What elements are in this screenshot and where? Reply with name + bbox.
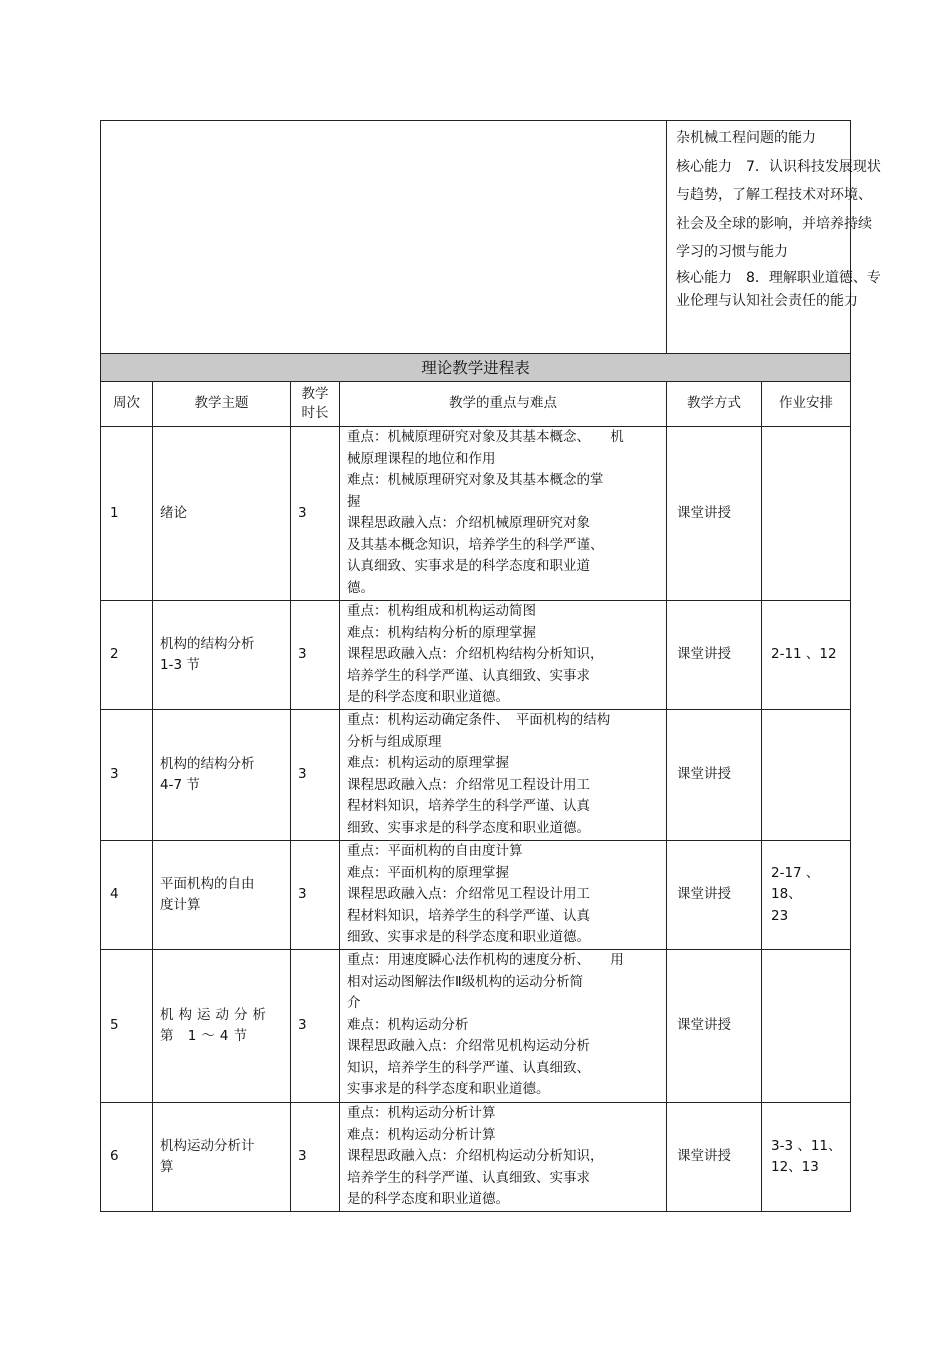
focus-line: 难点：机构结构分析的原理掌握: [347, 624, 536, 641]
header-method: 教学方式: [667, 382, 762, 427]
top-block-text-cell: [667, 121, 881, 354]
homework-cell: [762, 950, 851, 1103]
homework-cell: [762, 841, 851, 950]
focus-line: 及其基本概念知识，培养学生的科学严谨、: [347, 536, 604, 553]
focus-line: 握: [347, 493, 361, 510]
focus-cell: [340, 427, 667, 601]
homework-line: 12、13: [771, 1159, 819, 1175]
week-cell: 4: [101, 841, 153, 950]
focus-line: 课程思政融入点：介绍常见工程设计用工: [347, 776, 590, 793]
focus-line: 实事求是的科学态度和职业道德。: [347, 1081, 550, 1097]
homework-cell: [762, 601, 851, 710]
topic-line: 度计算: [160, 897, 201, 913]
homework-cell: [762, 710, 851, 841]
method-cell: 课堂讲授: [667, 950, 762, 1103]
table-header-row: [101, 382, 851, 427]
focus-line: 重点：机械原理研究对象及其基本概念、 机: [347, 429, 624, 445]
focus-cell: [340, 601, 667, 710]
homework-line: 23: [771, 907, 789, 924]
week-cell: 6: [101, 1103, 153, 1212]
table-row: [101, 841, 851, 950]
method-cell: 课堂讲授: [667, 601, 762, 710]
homework-line: 2-17 、18、: [771, 864, 820, 903]
focus-line: 难点：平面机构的原理掌握: [347, 864, 509, 881]
header-homework: 作业安排: [762, 382, 851, 427]
table-row: [101, 601, 851, 710]
homework-line: 2-11 、12: [771, 646, 837, 663]
week-cell: 1: [101, 427, 153, 601]
table-row: [101, 950, 851, 1103]
duration-cell: 3: [291, 601, 340, 710]
focus-line: 课程思政融入点：介绍常见机构运动分析: [347, 1038, 590, 1054]
homework-cell: [762, 427, 851, 601]
course-table: [100, 120, 881, 1212]
focus-line: 分析与组成原理: [347, 733, 442, 750]
top-block-line: 社会及全球的影响，并培养持续: [676, 215, 872, 232]
focus-line: 重点：用速度瞬心法作机构的速度分析、 用: [347, 952, 624, 968]
focus-line: 难点：机构运动分析: [347, 1016, 469, 1033]
focus-line: 难点：机构运动分析计算: [347, 1126, 496, 1143]
top-block-line: 与趋势，了解工程技术对环境、: [676, 187, 872, 203]
header-duration-line2: 时长: [301, 405, 329, 421]
method-cell: 课堂讲授: [667, 427, 762, 601]
week-cell: 5: [101, 950, 153, 1103]
topic-line: 绪论: [160, 504, 187, 521]
focus-cell: [340, 841, 667, 950]
focus-line: 介: [347, 995, 361, 1011]
method-cell: 课堂讲授: [667, 841, 762, 950]
table-row: [101, 710, 851, 841]
topic-line: 4-7 节: [160, 777, 200, 793]
focus-line: 是的科学态度和职业道德。: [347, 1191, 509, 1207]
header-duration-line1: 教学: [301, 386, 329, 402]
duration-cell: 3: [291, 1103, 340, 1212]
top-block-empty-cell: [101, 121, 667, 354]
focus-line: 培养学生的科学严谨、认真细致、实事求: [347, 667, 590, 684]
focus-line: 难点：机构运动的原理掌握: [347, 755, 509, 771]
topic-cell: [153, 427, 291, 601]
method-cell: 课堂讲授: [667, 1103, 762, 1212]
topic-line: 算: [160, 1159, 174, 1175]
duration-cell: 3: [291, 427, 340, 601]
focus-line: 培养学生的科学严谨、认真细致、实事求: [347, 1169, 590, 1186]
week-cell: 2: [101, 601, 153, 710]
header-topic: 教学主题: [153, 382, 291, 427]
duration-cell: 3: [291, 841, 340, 950]
topic-line: 机构运动分析: [160, 1006, 271, 1023]
topic-cell: [153, 1103, 291, 1212]
focus-line: 细致、实事求是的科学态度和职业道德。: [347, 929, 590, 945]
focus-line: 重点：机构运动分析计算: [347, 1105, 496, 1121]
table-row: [101, 427, 851, 601]
focus-line: 课程思政融入点：介绍机构运动分析知识，: [347, 1148, 604, 1164]
method-cell: 课堂讲授: [667, 710, 762, 841]
focus-line: 程材料知识，培养学生的科学严谨、认真: [347, 798, 590, 814]
topic-line: 机构运动分析计: [160, 1137, 255, 1154]
focus-line: 程材料知识，培养学生的科学严谨、认真: [347, 907, 590, 924]
top-block-line: 学习的习惯与能力: [676, 244, 788, 260]
topic-line: 平面机构的自由: [160, 875, 255, 892]
top-block-line: 核心能力 7．认识科技发展现状: [676, 158, 881, 175]
duration-cell: 3: [291, 950, 340, 1103]
top-block-row: [101, 121, 851, 354]
topic-cell: [153, 950, 291, 1103]
header-focus: 教学的重点与难点: [340, 382, 667, 427]
week-cell: 3: [101, 710, 153, 841]
header-duration: [291, 382, 340, 427]
homework-cell: [762, 1103, 851, 1212]
focus-line: 课程思政融入点：介绍机构结构分析知识，: [347, 646, 604, 662]
topic-line: 机构的结构分析: [160, 755, 255, 772]
focus-line: 重点：机构组成和机构运动简图: [347, 603, 536, 619]
topic-line: 第 1～4节: [160, 1028, 252, 1044]
focus-line: 重点：平面机构的自由度计算: [347, 843, 523, 859]
homework-line: 3-3 、11、: [771, 1137, 842, 1154]
focus-line: 德。: [347, 579, 374, 596]
focus-line: 相对运动图解法作Ⅱ级机构的运动分析简: [347, 973, 584, 990]
header-week: 周次: [101, 382, 153, 427]
focus-cell: [340, 1103, 667, 1212]
topic-cell: [153, 601, 291, 710]
section-title-row: [101, 354, 851, 382]
focus-line: 课程思政融入点：介绍常见工程设计用工: [347, 886, 590, 902]
focus-cell: [340, 950, 667, 1103]
top-block-line: 核心能力 8．理解职业道德、专: [676, 269, 881, 286]
focus-cell: [340, 710, 667, 841]
focus-line: 课程思政融入点：介绍机械原理研究对象: [347, 515, 590, 531]
focus-line: 难点：机械原理研究对象及其基本概念的掌: [347, 472, 604, 488]
top-block-line: 业伦理与认知社会责任的能力: [676, 292, 858, 309]
focus-line: 细致、实事求是的科学态度和职业道德。: [347, 819, 590, 836]
duration-cell: 3: [291, 710, 340, 841]
document-page: [100, 120, 881, 1212]
topic-cell: [153, 710, 291, 841]
topic-line: 机构的结构分析: [160, 635, 255, 652]
top-block-line: 杂机械工程问题的能力: [676, 130, 816, 146]
topic-line: 1-3 节: [160, 657, 200, 673]
section-title: 理论教学进程表: [101, 354, 851, 382]
focus-line: 械原理课程的地位和作用: [347, 450, 496, 467]
focus-line: 是的科学态度和职业道德。: [347, 689, 509, 705]
focus-line: 重点：机构运动确定条件、 平面机构的结构: [347, 712, 611, 728]
focus-line: 认真细致、实事求是的科学态度和职业道: [347, 558, 590, 574]
topic-cell: [153, 841, 291, 950]
table-row: [101, 1103, 851, 1212]
focus-line: 知识，培养学生的科学严谨、认真细致、: [347, 1059, 590, 1076]
